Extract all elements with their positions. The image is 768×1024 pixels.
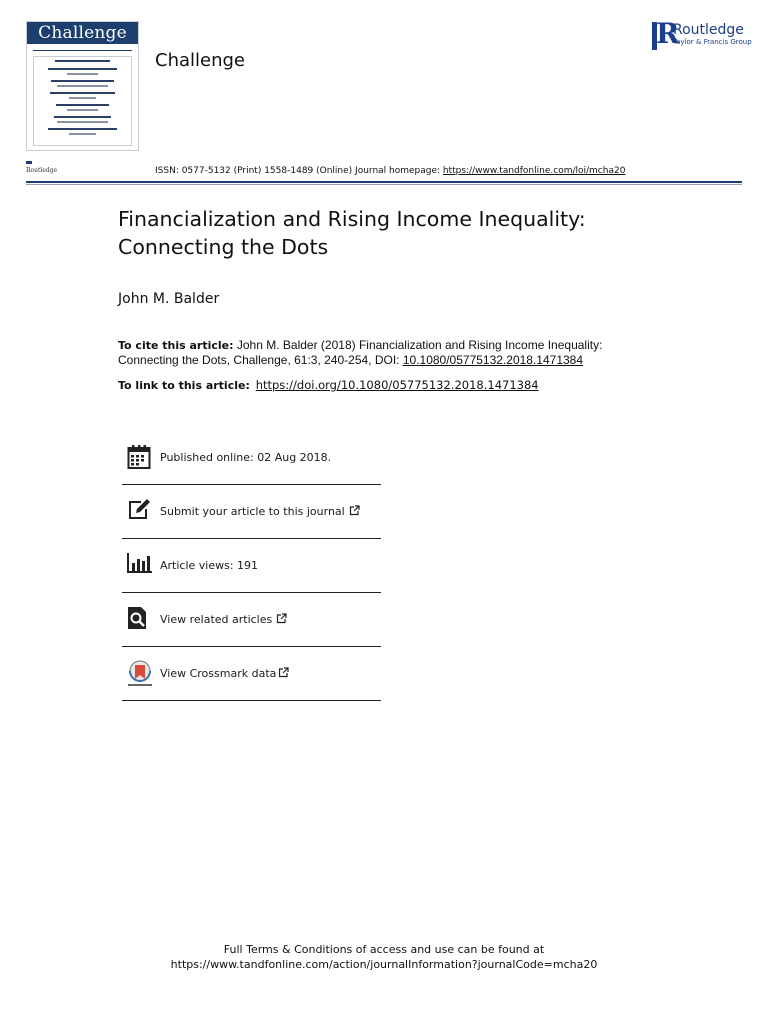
external-link-icon [349,505,360,519]
article-doi-url[interactable]: https://doi.org/10.1080/05775132.2018.1471384 [255,378,539,392]
submit-article-row[interactable] [122,485,381,539]
journal-cover-thumbnail [26,21,139,151]
header-divider [26,181,742,183]
article-title [118,205,678,261]
publisher-tagline: Taylor & Francis Group [673,38,752,46]
bar-chart-icon [127,552,155,580]
external-link-icon [276,613,287,627]
citation-doi-link[interactable]: 10.1080/05775132.2018.1471384 [402,353,584,367]
published-online-label: Published online: 02 Aug 2018. [160,451,332,464]
related-articles-row[interactable] [122,593,381,647]
citation-text: John M. Balder (2018) Financialization and Rising Income Inequality: Connecting the Dots, Challenge, 61:3, 240-254, DOI: [118,338,603,367]
citation-block [118,338,638,368]
terms-footer [0,942,768,972]
crossmark-row[interactable] [122,647,381,701]
cover-contents-lines [37,60,128,138]
citation-label: To cite this article: [118,339,234,352]
article-views-label: Article views: 191 [160,559,259,572]
journal-homepage-link[interactable]: https://www.tandfonline.com/loi/mcha20 [442,166,626,176]
published-online-row [122,431,381,485]
article-title-line-1: Financialization and Rising Income Inequality: [118,207,586,231]
edit-icon [127,498,155,526]
header-divider-thin [26,184,742,185]
small-routledge-logo: Routledge [26,159,60,167]
cover-subline [33,44,132,51]
crossmark-icon [127,660,155,688]
publisher-name: Routledge [673,22,744,38]
link-label: To link to this article: [118,379,254,392]
crossmark-label: View Crossmark data [160,667,277,680]
publisher-logo[interactable] [652,17,752,50]
routledge-r-icon: R [652,22,670,50]
issn-line [155,166,625,176]
cover-masthead: Challenge [27,22,138,44]
article-views-row [122,539,381,593]
article-author[interactable]: John M. Balder [118,291,220,307]
terms-footer-url[interactable]: https://www.tandfonline.com/action/journalInformation?journalCode=mcha20 [170,958,598,971]
article-link-line [118,378,539,392]
journal-name: Challenge [155,50,245,71]
external-link-icon [278,667,289,681]
article-title-line-2: Connecting the Dots [118,235,329,259]
issn-text: ISSN: 0577-5132 (Print) 1558-1489 (Online) Journal homepage: [155,166,443,176]
calendar-icon [127,444,155,472]
terms-footer-line-1: Full Terms & Conditions of access and use can be found at [223,943,545,956]
submit-article-label: Submit your article to this journal [160,505,345,518]
article-info-list [122,431,381,701]
related-articles-label: View related articles [160,613,273,626]
search-document-icon [127,606,155,634]
